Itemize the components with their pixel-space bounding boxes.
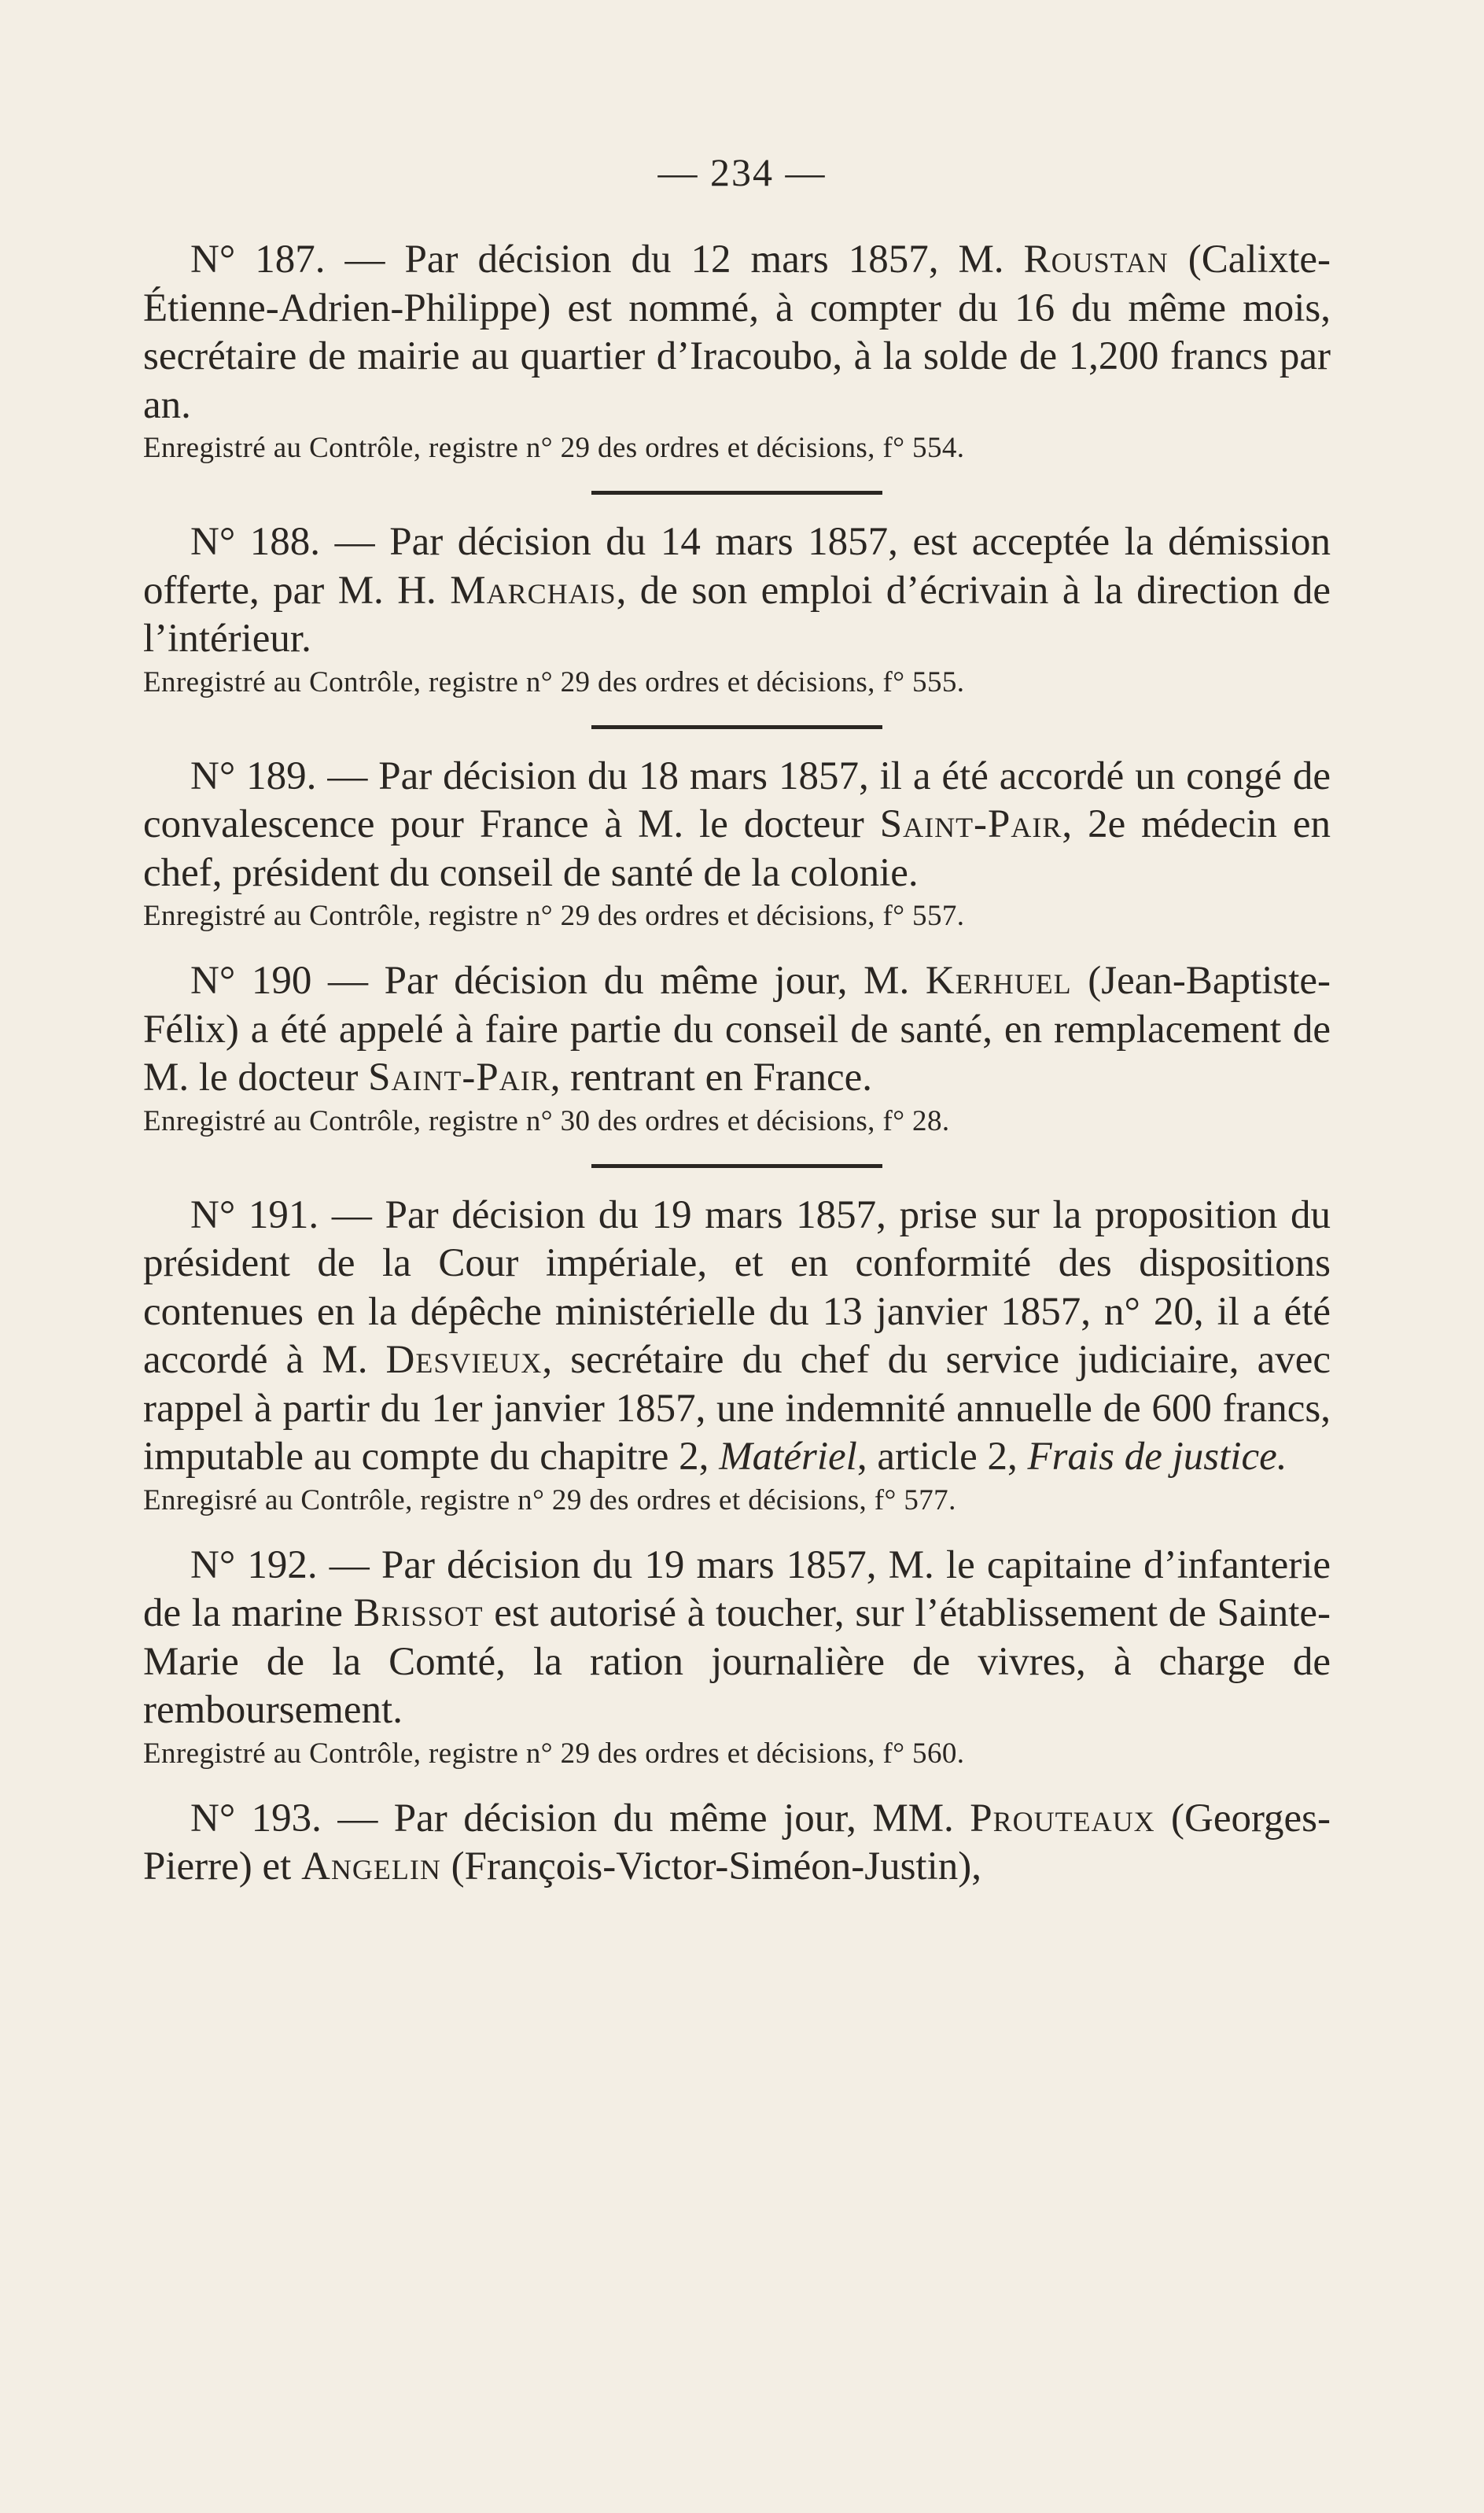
register-note: Enregistré au Contrôle, registre n° 29 des ordres et décisions, f° 555.: [143, 665, 965, 698]
person-name: Prouteaux: [970, 1796, 1155, 1841]
entry-192: [143, 1542, 1331, 1773]
entry-number: N° 187.: [190, 238, 326, 282]
entry-188: [143, 518, 1331, 702]
entry-body: [143, 518, 1331, 664]
person-name: Brissot: [353, 1591, 484, 1635]
person-name: Desvieux: [385, 1338, 543, 1382]
entry-number: N° 191.: [190, 1192, 319, 1237]
spacer: [143, 1520, 1331, 1542]
person-name: Saint-Pair: [368, 1056, 551, 1100]
entry-text: est autorisé à toucher, sur l’établissement de Sainte-Marie de la Comté, la ration journalière de vivres, à charge de remboursement.: [143, 1591, 1331, 1732]
entry-189: [143, 753, 1331, 936]
entry-number: N° 189.: [190, 754, 317, 798]
spacer: [143, 935, 1331, 957]
entry-text: (Calixte-Étienne-Adrien-Philippe) est nommé, à compter du 16 du même mois, secrétaire de mairie au quartier d’Iracoubo, à la solde de 1,200 francs par an.: [143, 238, 1331, 427]
entry-187: [143, 236, 1331, 467]
entry-text: (François-Victor-Siméon-Justin),: [440, 1844, 981, 1888]
spacer: [143, 1773, 1331, 1795]
entry-text: , 2e médecin en chef, président du conseil de santé de la colonie.: [143, 802, 1331, 895]
entry-193: [143, 1795, 1331, 1892]
page-number: — 234 —: [657, 150, 827, 194]
register-note: Enregisré au Contrôle, registre n° 29 des ordres et décisions, f° 577.: [143, 1483, 956, 1516]
register-note: Enregistré au Contrôle, registre n° 29 des ordres et décisions, f° 554.: [143, 432, 965, 464]
entry-body: [143, 1192, 1331, 1482]
entry-body: [143, 236, 1331, 429]
person-name: Kerhuel: [925, 959, 1072, 1003]
entry-text: (Georges-Pierre) et: [143, 1796, 1331, 1888]
entry-body: [143, 1795, 1331, 1892]
entry-text: , secrétaire du chef du service judiciaire, avec rappel à partir du 1er janvier 1857, une indemnité annuelle de 600 francs, imputable au compte du chapitre 2,: [143, 1338, 1331, 1479]
person-name: Angelin: [301, 1844, 441, 1888]
entry-190: [143, 957, 1331, 1140]
entry-text: — Par décision du 19 mars 1857, prise sur la proposition du président de la Cour impériale, et en conformité des dispositions contenues en la dépêche ministérielle du 13 janvier 1857, n° 20, il a été accordé à M.: [143, 1192, 1331, 1382]
divider: [591, 491, 882, 495]
entry-text: — Par décision du même jour, MM.: [321, 1796, 970, 1841]
entry-text: , de son emploi d’écrivain à la direction de l’intérieur.: [143, 568, 1331, 661]
entry-text: — Par décision du 19 mars 1857, M. le capitaine d’infanterie de la marine: [143, 1542, 1331, 1635]
entry-text: , rentrant en France.: [550, 1056, 872, 1100]
register-note: Enregistré au Contrôle, registre n° 30 des ordres et décisions, f° 28.: [143, 1104, 950, 1137]
entry-number: N° 193.: [190, 1796, 322, 1841]
entry-text: — Par décision du 12 mars 1857, M.: [325, 238, 1024, 282]
entry-number: N° 188.: [190, 520, 321, 564]
entry-body: [143, 753, 1331, 898]
entry-body: [143, 957, 1331, 1103]
register-note: Enregistré au Contrôle, registre n° 29 des ordres et décisions, f° 557.: [143, 900, 965, 932]
register-note: Enregistré au Contrôle, registre n° 29 des ordres et décisions, f° 560.: [143, 1737, 965, 1770]
person-name: Roustan: [1023, 238, 1169, 282]
entry-text: (Jean-Baptiste-Félix) a été appelé à faire partie du conseil de santé, en remplacement de M. le docteur: [143, 959, 1331, 1100]
entry-number: N° 192.: [190, 1542, 318, 1587]
entry-text: — Par décision du même jour, M.: [311, 959, 926, 1003]
entry-text: , article 2,: [856, 1435, 1028, 1479]
entry-number: N° 190: [190, 959, 312, 1003]
entry-text: — Par décision du 18 mars 1857, il a été accordé un congé de convalescence pour France à M. le docteur: [143, 754, 1331, 846]
divider: [591, 1164, 882, 1168]
divider: [591, 725, 882, 729]
italic-term: Matériel: [719, 1435, 857, 1479]
italic-term: Frais de justice.: [1027, 1435, 1287, 1479]
entry-body: [143, 1542, 1331, 1735]
person-name: Saint-Pair: [879, 802, 1062, 846]
entry-191: [143, 1192, 1331, 1520]
person-name: Marchais: [450, 568, 617, 613]
page-content: [143, 236, 1331, 1892]
entry-text: — Par décision du 14 mars 1857, est acceptée la démission offerte, par M. H.: [143, 520, 1331, 613]
